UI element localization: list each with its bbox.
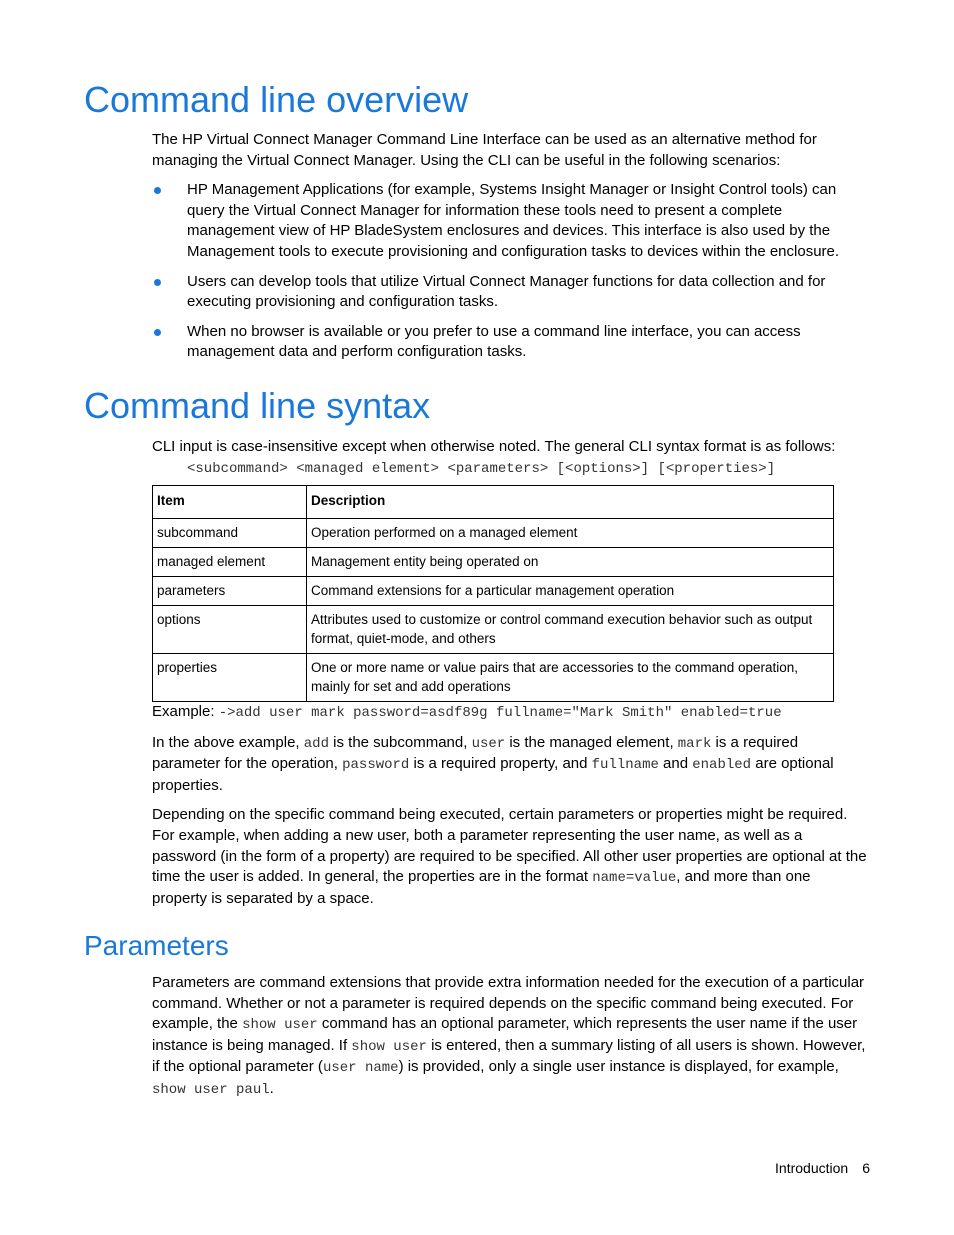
example-label: Example:	[152, 703, 219, 720]
syntax-intro: CLI input is case-insensitive except when otherwise noted. The general CLI syntax format is as follows:	[152, 438, 836, 455]
depending-paragraph	[152, 805, 868, 909]
text: .	[269, 1079, 274, 1097]
syntax-items-table	[152, 485, 834, 702]
table-cell-item: options	[153, 606, 307, 654]
bullet-text: Users can develop tools that utilize Virtual Connect Manager functions for data collection and for executing provisioning and configuration tasks.	[187, 272, 826, 311]
text: and	[658, 755, 693, 773]
table-header-row	[153, 486, 834, 519]
table-row	[153, 548, 834, 577]
bullet-text: HP Management Applications (for example, Systems Insight Manager or Insight Control tools) can query the Virtual Connect Manager for information these tools need to present a complete management view of HP BladeSystem enclosures and devices. This interface is also used by the Management tools to execute provisioning and configuration tasks to devices within the enclosure.	[187, 181, 840, 260]
table-cell-description: Management entity being operated on	[307, 548, 834, 577]
footer-section-name: Introduction	[775, 1160, 849, 1176]
table-cell-item: managed element	[153, 548, 307, 577]
table-cell-description: Attributes used to customize or control command execution behavior such as output format, quiet-mode, and others	[307, 606, 834, 654]
code-show-user: show user	[242, 1017, 318, 1034]
text: is the managed element,	[505, 733, 678, 751]
table-cell-item: properties	[153, 654, 307, 702]
table-header-item: Item	[153, 486, 307, 519]
example-code: ->add user mark password=asdf89g fullname="Mark Smith" enabled=true	[218, 705, 782, 721]
code-mark: mark	[677, 735, 712, 752]
list-item	[152, 272, 868, 313]
table-row	[153, 577, 834, 606]
parameters-paragraph	[152, 973, 868, 1101]
table-cell-description: One or more name or value pairs that are accessories to the command operation, mainly for set and add operations	[307, 654, 834, 702]
table-cell-description: Command extensions for a particular management operation	[307, 577, 834, 606]
table-row	[153, 519, 834, 548]
code-user-name: user name	[322, 1060, 399, 1077]
example-explanation	[152, 733, 868, 797]
bullet-icon	[154, 279, 161, 286]
table-row	[153, 606, 834, 654]
table-cell-description: Operation performed on a managed element	[307, 519, 834, 548]
text: is a required parameter for the operation,	[152, 733, 799, 773]
table-header-description: Description	[307, 486, 834, 519]
code-add: add	[303, 735, 329, 752]
text: are optional properties.	[152, 755, 834, 794]
bullet-icon	[154, 187, 161, 194]
heading-command-line-syntax: Command line syntax	[84, 385, 431, 426]
parameters-body	[152, 973, 868, 1101]
code-user: user	[471, 735, 506, 752]
text: is entered, then a summary listing of all users is shown. However, if the optional parameter (	[152, 1036, 866, 1076]
overview-body	[152, 130, 868, 372]
table-cell-item: parameters	[153, 577, 307, 606]
text: command has an optional parameter, which represents the user name if the user instance is being managed. If	[152, 1015, 858, 1054]
page-number: 6	[862, 1160, 870, 1176]
code-show-user: show user	[351, 1038, 427, 1055]
syntax-format: <subcommand> <managed element> <parameters> [<options>] [<properties>]	[187, 460, 776, 477]
heading-parameters: Parameters	[84, 930, 229, 961]
text: Parameters are command extensions that provide extra information needed for the execution of a particular command. Whether or not a parameter is required depends on the specific command being executed. For example, the	[152, 974, 865, 1033]
text: , and more than one property is separated by a space.	[152, 868, 811, 907]
text: is a required property, and	[409, 755, 592, 773]
page-footer	[775, 1158, 870, 1179]
syntax-example-block	[152, 702, 868, 909]
code-password: password	[342, 757, 410, 774]
syntax-intro-block	[152, 437, 868, 479]
text: ) is provided, only a single user instance is displayed, for example,	[398, 1058, 839, 1076]
example-line	[152, 702, 868, 724]
table-row	[153, 654, 834, 702]
text: is the subcommand,	[328, 733, 472, 751]
code-show-user-paul: show user paul	[152, 1081, 270, 1098]
list-item	[152, 322, 868, 363]
text: In the above example,	[152, 733, 304, 751]
list-item	[152, 180, 868, 262]
table-cell-item: subcommand	[153, 519, 307, 548]
overview-bullet-list	[152, 180, 868, 363]
code-name-value: name=value	[592, 870, 677, 887]
code-enabled: enabled	[692, 757, 752, 774]
code-fullname: fullname	[591, 757, 659, 774]
bullet-text: When no browser is available or you prefer to use a command line interface, you can access management data and perform configuration tasks.	[187, 322, 801, 361]
heading-command-line-overview: Command line overview	[84, 79, 469, 120]
text: Depending on the specific command being executed, certain parameters or properties might be required. For example, when adding a new user, both a parameter representing the user name, as well as a password (in the form of a property) are required to be specified. All other user properties are optional at the time the user is added. In general, the properties are in the format	[152, 806, 867, 886]
bullet-icon	[154, 329, 161, 336]
overview-intro: The HP Virtual Connect Manager Command Line Interface can be used as an alternative method for managing the Virtual Connect Manager. Using the CLI can be useful in the following scenarios:	[152, 131, 817, 169]
